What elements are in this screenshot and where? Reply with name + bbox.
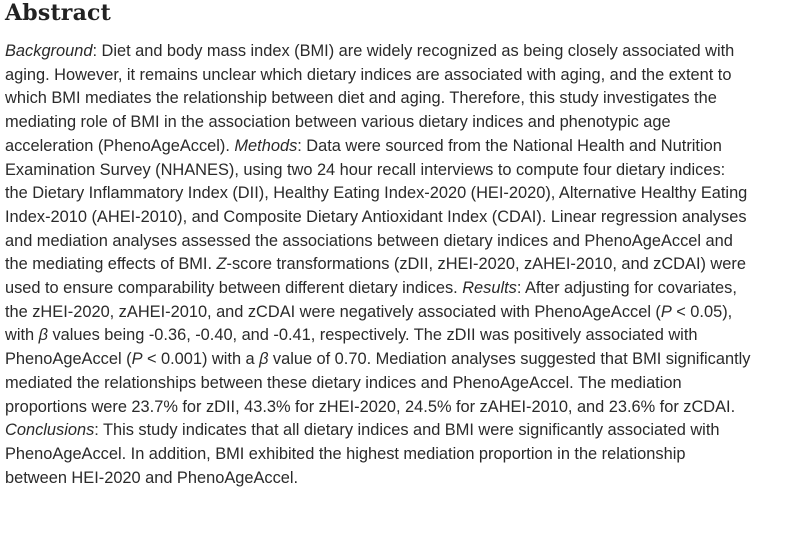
abstract-text: PhenoAgeAccel ( <box>5 350 132 369</box>
abstract-text: used to ensure comparability between different dietary indices. <box>5 279 463 298</box>
abstract-line <box>5 182 807 206</box>
italic-term: Methods <box>234 136 298 155</box>
abstract-line <box>5 396 807 420</box>
abstract-text: acceleration (PhenoAgeAccel). <box>5 136 235 155</box>
abstract-text: PhenoAgeAccel. In addition, BMI exhibited the highest mediation proportion in the relationship <box>5 444 686 463</box>
abstract-paragraph <box>5 40 807 490</box>
abstract-line <box>5 135 807 159</box>
italic-term: Results <box>462 279 517 298</box>
abstract-text: the Dietary Inflammatory Index (DII), Healthy Eating Index-2020 (HEI-2020), Alternative Healthy Eating <box>5 184 748 203</box>
italic-term: P <box>660 302 672 321</box>
abstract-text: proportions were 23.7% for zDII, 43.3% for zHEI-2020, 24.5% for zAHEI-2010, and 23.6% for zCDAI. <box>5 397 736 416</box>
abstract-text: value of 0.70. Mediation analyses suggested that BMI significantly <box>268 350 751 369</box>
abstract-text: and mediation analyses assessed the associations between dietary indices and PhenoAgeAccel and <box>5 231 733 250</box>
abstract-text: aging. However, it remains unclear which dietary indices are associated with aging, and the extent to <box>5 65 732 84</box>
abstract-text: Index-2010 (AHEI-2010), and Composite Dietary Antioxidant Index (CDAI). Linear regression analyses <box>5 207 747 226</box>
abstract-line <box>5 348 807 372</box>
abstract-line <box>5 324 807 348</box>
abstract-text: the mediating effects of BMI. <box>5 255 217 274</box>
abstract-line <box>5 372 807 396</box>
italic-term: Z <box>216 255 227 274</box>
abstract-text: mediating role of BMI in the association between various dietary indices and phenotypic age <box>5 113 671 132</box>
abstract-line <box>5 467 807 491</box>
abstract-text: -score transformations (zDII, zHEI-2020, zAHEI-2010, and zCDAI) were <box>226 255 746 274</box>
abstract-text: with <box>5 326 39 345</box>
section-heading: Abstract <box>5 0 112 26</box>
abstract-text: mediated the relationships between these dietary indices and PhenoAgeAccel. The mediation <box>5 373 682 392</box>
abstract-text: the zHEI-2020, zAHEI-2010, and zCDAI were negatively associated with PhenoAgeAccel ( <box>5 302 661 321</box>
italic-term: β <box>259 350 269 369</box>
abstract-text: : Data were sourced from the National Health and Nutrition <box>297 136 722 155</box>
abstract-text: < 0.001) with a <box>142 350 260 369</box>
abstract-line <box>5 64 807 88</box>
abstract-text: : This study indicates that all dietary indices and BMI were significantly associated with <box>94 421 720 440</box>
italic-term: P <box>131 350 143 369</box>
abstract-line <box>5 419 807 443</box>
abstract-line <box>5 301 807 325</box>
abstract-text: : Diet and body mass index (BMI) are widely recognized as being closely associated with <box>92 42 735 60</box>
abstract-line <box>5 443 807 467</box>
abstract-text: between HEI-2020 and PhenoAgeAccel. <box>5 468 299 487</box>
abstract-line <box>5 111 807 135</box>
italic-term: Conclusions <box>5 421 95 440</box>
abstract-text: < 0.05), <box>671 302 733 321</box>
abstract-text: which BMI mediates the relationship between diet and aging. Therefore, this study investigates the <box>5 89 717 108</box>
abstract-line <box>5 40 807 64</box>
abstract-text: : After adjusting for covariates, <box>516 279 737 298</box>
abstract-line <box>5 277 807 301</box>
abstract-line <box>5 230 807 254</box>
italic-term: β <box>38 326 48 345</box>
abstract-line <box>5 206 807 230</box>
italic-term: Background <box>5 42 93 60</box>
abstract-line <box>5 87 807 111</box>
abstract-text: Examination Survey (NHANES), using two 24 hour recall interviews to compute four dietary indices: <box>5 160 726 179</box>
abstract-text: values being -0.36, -0.40, and -0.41, respectively. The zDII was positively associated with <box>47 326 698 345</box>
abstract-line <box>5 253 807 277</box>
abstract-line <box>5 159 807 183</box>
